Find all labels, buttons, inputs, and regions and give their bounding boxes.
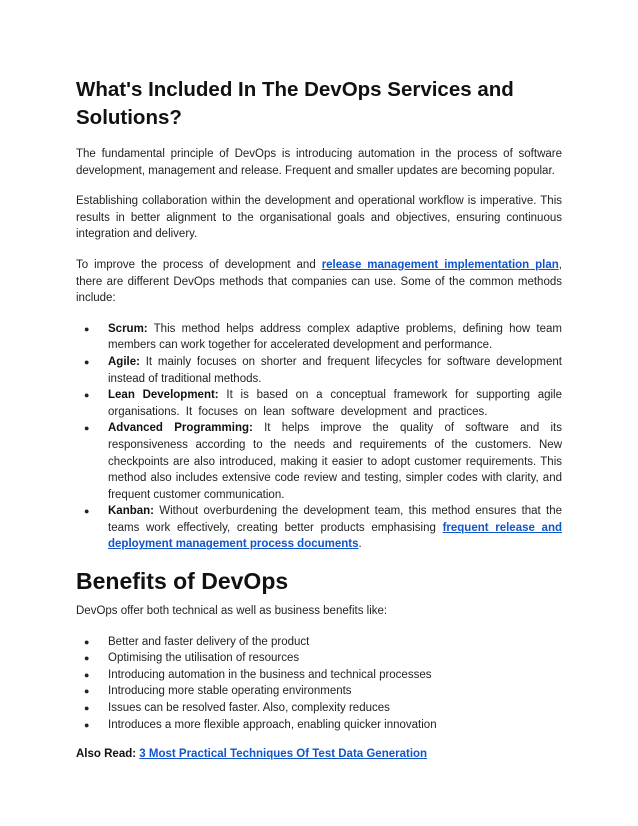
benefit-text: Optimising the utilisation of resources <box>108 652 300 665</box>
method-term: Kanban: <box>108 505 154 518</box>
bullet-icon: ● <box>84 653 90 664</box>
method-text: Without overburdening the development team, this method ensures that the teams work effectively, creating better products emphasising <box>108 505 562 534</box>
method-text: It is based on a conceptual framework for supporting agile organisations. It focuses on lean software development and practices. <box>108 389 563 418</box>
bullet-icon: ● <box>84 686 90 697</box>
method-term: Advanced Programming: <box>108 422 253 435</box>
list-item <box>84 683 562 700</box>
bullet-icon: ● <box>84 703 90 714</box>
paragraph-collaboration: Establishing collaboration within the development and operational workflow is imperative. This results in better alignment to the organisational goals and objectives, ensuring continuous integration and delivery. <box>76 195 562 241</box>
paragraph-text: , there are different DevOps methods that companies can use. Some of the common methods include: <box>76 258 562 305</box>
also-read <box>76 746 562 763</box>
method-term: Agile: <box>108 355 140 368</box>
method-text: This method helps address complex adaptive problems, defining how team members can work together for accelerated development and performance. <box>108 322 562 352</box>
bullet-icon: ● <box>84 323 90 334</box>
methods-list <box>84 321 563 553</box>
release-management-link[interactable]: release management implementation plan <box>321 258 559 271</box>
paragraph-principle: The fundamental principle of DevOps is introducing automation in the process of software development, management and release. Frequent and smaller updates are becoming popular. <box>76 148 562 177</box>
bullet-icon: ● <box>84 719 90 730</box>
bullet-icon: ● <box>84 506 90 517</box>
list-item <box>84 650 562 667</box>
benefit-text: Introducing automation in the business and technical processes <box>108 668 432 681</box>
list-item <box>84 634 562 651</box>
also-read-label: Also Read: <box>76 748 137 761</box>
method-text: . <box>358 538 362 551</box>
method-term: Scrum: <box>108 322 148 335</box>
benefit-text: Better and faster delivery of the product <box>108 635 310 648</box>
list-item-agile <box>84 354 562 387</box>
list-item-scrum <box>84 321 562 354</box>
benefit-text: Issues can be resolved faster. Also, complexity reduces <box>108 702 390 715</box>
heading-services-solutions: What's Included In The DevOps Services and Solutions? <box>76 78 514 129</box>
paragraph-benefits-intro: DevOps offer both technical as well as business benefits like: <box>76 605 388 618</box>
method-text: It helps improve the quality of software and its responsiveness according to the needs and requirements of the customers. New checkpoints are also introduced, making it easier to adopt customer requirements. This method also includes extensive code review and testing, simpler codes with clarity, and frequent customer communication. <box>108 422 562 501</box>
benefit-text: Introduces a more flexible approach, enabling quicker innovation <box>108 718 437 731</box>
list-item-lean-development <box>84 387 563 420</box>
method-term: Lean Development: <box>108 389 219 402</box>
bullet-icon: ● <box>84 356 90 367</box>
list-item-kanban <box>84 503 562 553</box>
release-deployment-docs-link[interactable]: frequent release and deployment management process documents <box>108 521 562 551</box>
bullet-icon: ● <box>84 669 90 680</box>
list-item <box>84 717 562 734</box>
paragraph-text: To improve the process of development and <box>76 258 322 271</box>
list-item <box>84 667 562 684</box>
bullet-icon: ● <box>84 636 90 647</box>
list-item-advanced-programming <box>84 420 562 503</box>
benefits-list <box>84 634 562 734</box>
list-item <box>84 700 562 717</box>
method-text: It mainly focuses on shorter and frequent lifecycles for software development instead of traditional methods. <box>108 355 562 385</box>
benefit-text: Introducing more stable operating environments <box>108 685 352 698</box>
bullet-icon: ● <box>84 390 90 401</box>
paragraph-methods-intro <box>76 257 562 307</box>
heading-benefits: Benefits of DevOps <box>76 568 289 595</box>
bullet-icon: ● <box>84 423 90 434</box>
test-data-generation-link[interactable]: 3 Most Practical Techniques Of Test Data Generation <box>139 748 428 761</box>
